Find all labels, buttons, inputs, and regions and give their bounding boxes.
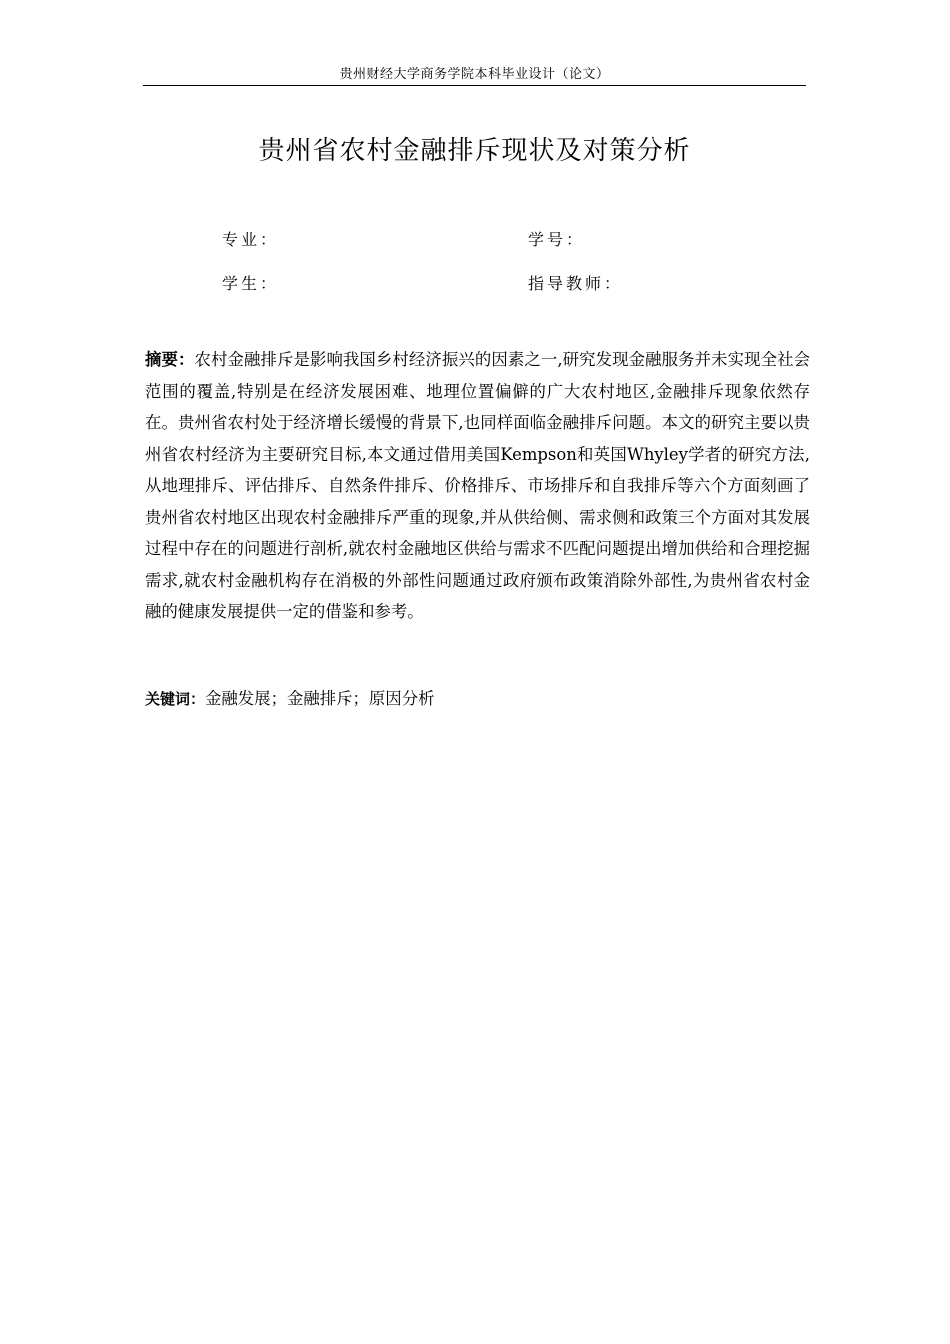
keywords: [145, 686, 808, 712]
paper-title: 贵州省农村金融排斥现状及对策分析: [258, 136, 691, 166]
abstract: [145, 344, 810, 628]
keywords-label: 关键词：: [145, 690, 206, 708]
student-id-label: 学号：: [528, 230, 586, 249]
major-label: 专业：: [222, 230, 280, 249]
running-header: 贵州财经大学商务学院本科毕业设计（论文）: [339, 67, 610, 82]
keywords-text: 金融发展；金融排斥；原因分析: [205, 689, 435, 708]
advisor-label: 指导教师：: [528, 274, 624, 293]
header-rule: [143, 85, 806, 86]
student-name-label: 学生：: [222, 274, 280, 293]
abstract-text: 农村金融排斥是影响我国乡村经济振兴的因素之一,研究发现金融服务并未实现全社会范围的覆盖,特别是在经济发展困难、地理位置偏僻的广大农村地区,金融排斥现象依然存在。贵州省农村处于经济增长缓慢的背景下,也同样面临金融排斥问题。本文的研究主要以贵州省农村经济为主要研究目标,本文通过借用美国Kempson和英国Whyley学者的研究方法,从地理排斥、评估排斥、自然条件排斥、价格排斥、市场排斥和自我排斥等六个方面刻画了贵州省农村地区出现农村金融排斥严重的现象,并从供给侧、需求侧和政策三个方面对其发展过程中存在的问题进行剖析,就农村金融地区供给与需求不匹配问题提出增加供给和合理挖掘需求,就农村金融机构存在消极的外部性问题通过政府颁布政策消除外部性,为贵州省农村金融的健康发展提供一定的借鉴和参考。: [145, 350, 810, 621]
abstract-label: 摘要：: [145, 350, 195, 369]
